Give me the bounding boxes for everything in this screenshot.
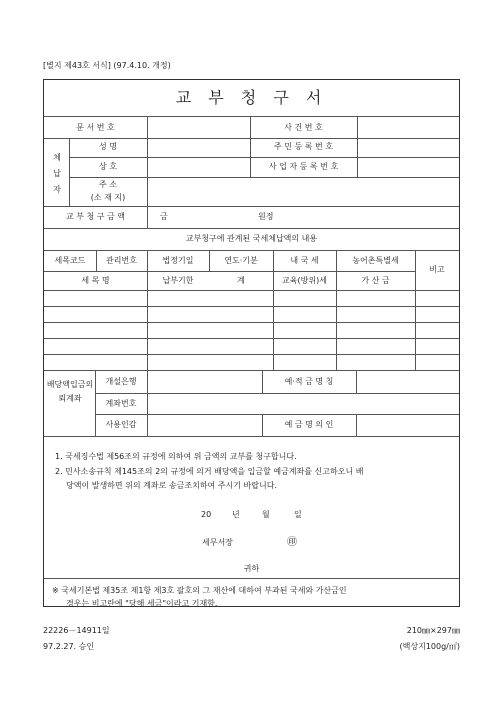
divider <box>273 250 274 370</box>
address-label: 주 소 <box>99 180 117 189</box>
divider <box>44 578 459 579</box>
body-line-3: 당액이 발생하면 위의 계좌로 송금조치하여 주시기 바랍니다. <box>66 481 277 490</box>
bank-side-label: 배당액입금의뢰계좌 <box>46 380 94 403</box>
footnote-line-1: ※ 국세기본법 제35조 제1항 제3호 괄호의 그 재산에 대하여 부과된 국세와 가산금인 <box>52 586 347 595</box>
divider <box>44 354 459 355</box>
column-header: 농어촌특별세 <box>352 256 399 265</box>
rrn-label: 주 민 등 록 번 호 <box>273 142 334 151</box>
divider <box>44 436 459 437</box>
column-header: 연도·기분 <box>224 256 258 265</box>
divider <box>69 157 459 158</box>
approval-date: 97.2.27. 승인 <box>43 642 95 651</box>
doc-no-label: 문 서 번 호 <box>76 123 115 132</box>
column-header: 계 <box>237 276 245 285</box>
divider <box>44 306 459 307</box>
brn-label: 사 업 자 등 록 번 호 <box>268 162 339 171</box>
column-header: 가 산 금 <box>361 276 390 285</box>
form-frame <box>43 79 460 607</box>
divider <box>44 322 459 323</box>
divider <box>147 370 148 436</box>
paper-type: (백상지100g/㎡) <box>399 642 460 651</box>
divider <box>147 116 148 228</box>
column-header: 관리번호 <box>106 256 137 265</box>
column-header: 법정기일 <box>162 256 194 265</box>
divider <box>44 116 459 117</box>
divider <box>147 250 148 370</box>
seal-mark: ㊞ <box>287 537 297 548</box>
amount-prefix: 금 <box>160 212 168 221</box>
signer: 세무서장 <box>202 538 233 547</box>
holder-label: 예·적 금 명 칭 <box>284 377 334 386</box>
divider <box>44 206 459 207</box>
column-header: 세목코드 <box>54 256 86 265</box>
account-label: 계좌번호 <box>105 399 137 408</box>
divider <box>95 393 459 394</box>
amount-label: 교 부 청 구 금 액 <box>65 212 126 221</box>
divider <box>44 290 459 291</box>
divider <box>44 138 459 139</box>
name-label: 성 명 <box>99 142 117 151</box>
recipient: 귀하 <box>243 564 260 573</box>
column-header: 세 목 명 <box>81 276 110 285</box>
form-header: [별지 제43호 서식] (97.4.10. 개정) <box>43 61 171 70</box>
date-day-unit: 일 <box>294 510 302 519</box>
footnote-line-2: 경우는 비고란에 "당해 세금"이라고 기재함. <box>66 599 218 608</box>
divider <box>44 338 459 339</box>
divider <box>44 370 459 371</box>
divider <box>356 370 357 393</box>
seal-label: 사용인감 <box>105 420 137 429</box>
date-year: 20 <box>201 510 212 519</box>
date-year-unit: 년 <box>232 510 240 519</box>
section-title: 교부청구에 관계된 국세체납액의 내용 <box>185 234 318 243</box>
body-line-1: 1. 국세징수법 제56조의 규정에 의하여 위 금액의 교부를 청구합니다. <box>55 452 297 461</box>
debtor-label: 체납자 <box>53 153 61 194</box>
body-line-2: 2. 민사소송규칙 제145조의 2의 규정에 의거 배당액을 입금할 예금계좌를 신고하오니 배 <box>55 467 364 476</box>
paper-size: 210㎜×297㎜ <box>406 626 460 635</box>
divider <box>336 250 337 370</box>
form-title: 교 부 청 구 서 <box>175 88 328 107</box>
divider <box>357 116 358 177</box>
date-month-unit: 월 <box>262 510 270 519</box>
divider <box>44 271 415 272</box>
divider <box>95 414 459 415</box>
case-no-label: 사 건 번 호 <box>284 123 323 132</box>
divider <box>44 250 459 251</box>
amount-suffix: 원정 <box>258 212 274 221</box>
trade-name-label: 상 호 <box>99 162 117 171</box>
form-code: 22226－14911일 <box>43 626 110 635</box>
remark-header: 비고 <box>429 265 445 274</box>
column-header: 내 국 세 <box>290 256 319 265</box>
column-header: 납부기한 <box>162 276 194 285</box>
location-label: (소 재 지) <box>90 193 126 202</box>
divider <box>356 414 357 436</box>
depositor-label: 예 금 명 의 인 <box>284 420 334 429</box>
column-header: 교육(방위)세 <box>282 276 327 285</box>
divider <box>69 177 459 178</box>
bank-name-label: 개설은행 <box>105 377 137 386</box>
divider <box>44 228 459 229</box>
